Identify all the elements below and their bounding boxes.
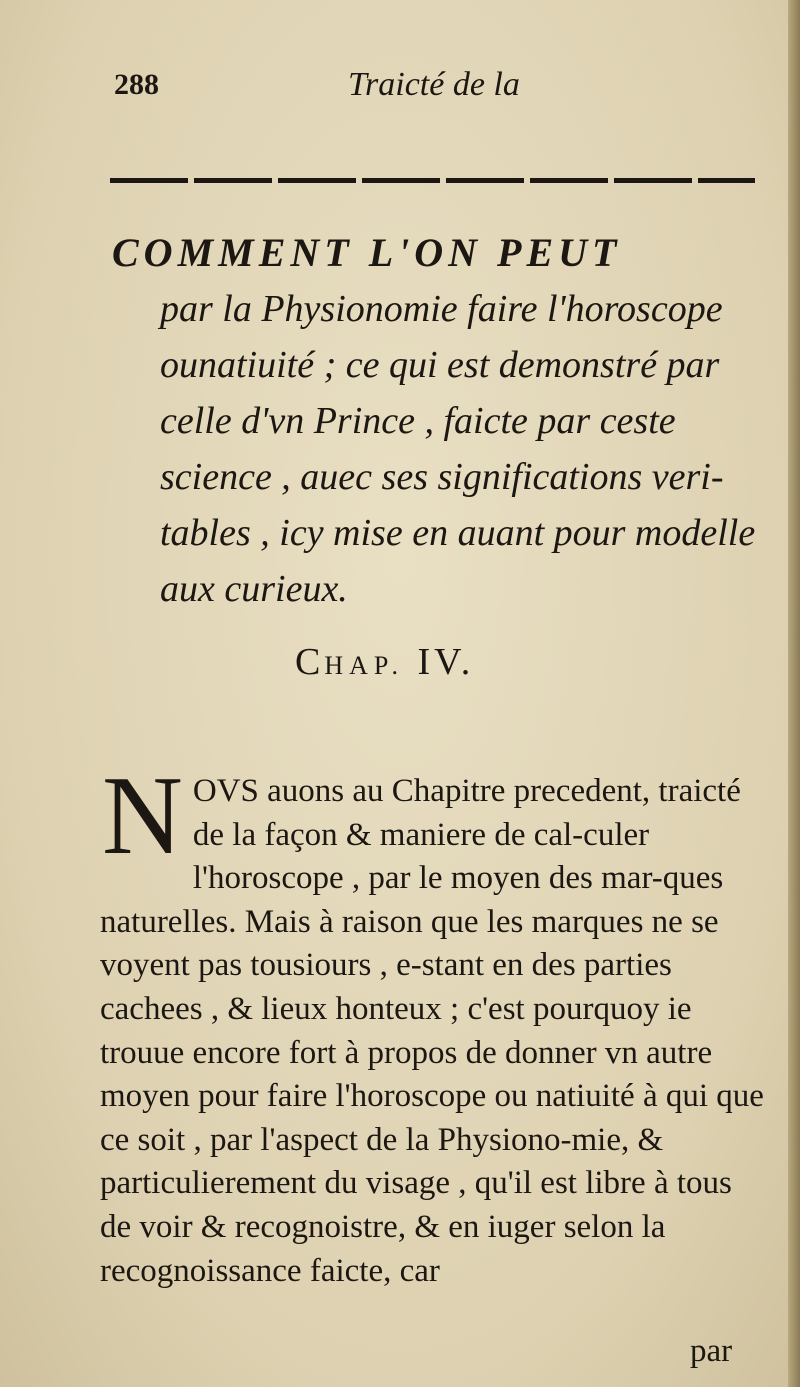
heading-line: celle d'vn Prince , faicte par ceste — [160, 400, 676, 442]
heading-line: science , auec ses significations veri- — [160, 456, 724, 498]
chapter-prefix-rest: HAP. — [324, 651, 404, 680]
paragraph-text: OVS auons au Chapitre precedent, traicté de la façon & maniere de cal-culer l'horoscope , par le moyen des mar-ques naturelles. Mais à raison que les marques ne se voyent pas tousiours , e-stant en des parties cachees , & lieux honteux ; c'est pourquoy ie trouue encore fort à propos de donner vn autre moyen pour faire l'horoscope ou natiuité à qui que ce soit , par l'aspect de la Physiono-mie, & particulierement du visage , qu'il est libre à tous de voir & recognoistre, & en iuger selon la recognoissance faicte, car — [100, 773, 764, 1289]
catchword: par — [690, 1333, 733, 1369]
running-title: Traicté de la — [348, 66, 520, 103]
heading-line: ounatiuité ; ce qui est demonstré par — [160, 344, 720, 386]
page-edge — [788, 0, 800, 1387]
header-rule — [110, 178, 755, 183]
chapter-prefix-initial: C — [295, 641, 325, 683]
page-header — [108, 62, 748, 112]
page-number: 288 — [114, 68, 159, 101]
chapter-heading — [112, 225, 772, 617]
heading-line: par la Physionomie faire l'horoscope — [160, 288, 723, 330]
heading-line: COMMENT L'ON PEUT — [112, 230, 622, 275]
heading-line: tables , icy mise en auant pour modelle — [160, 512, 756, 554]
body-paragraph — [100, 754, 768, 1293]
heading-line: aux curieux. — [160, 568, 348, 610]
chapter-label — [295, 640, 595, 684]
chapter-number: IV. — [417, 641, 475, 683]
drop-cap: N — [102, 754, 183, 878]
